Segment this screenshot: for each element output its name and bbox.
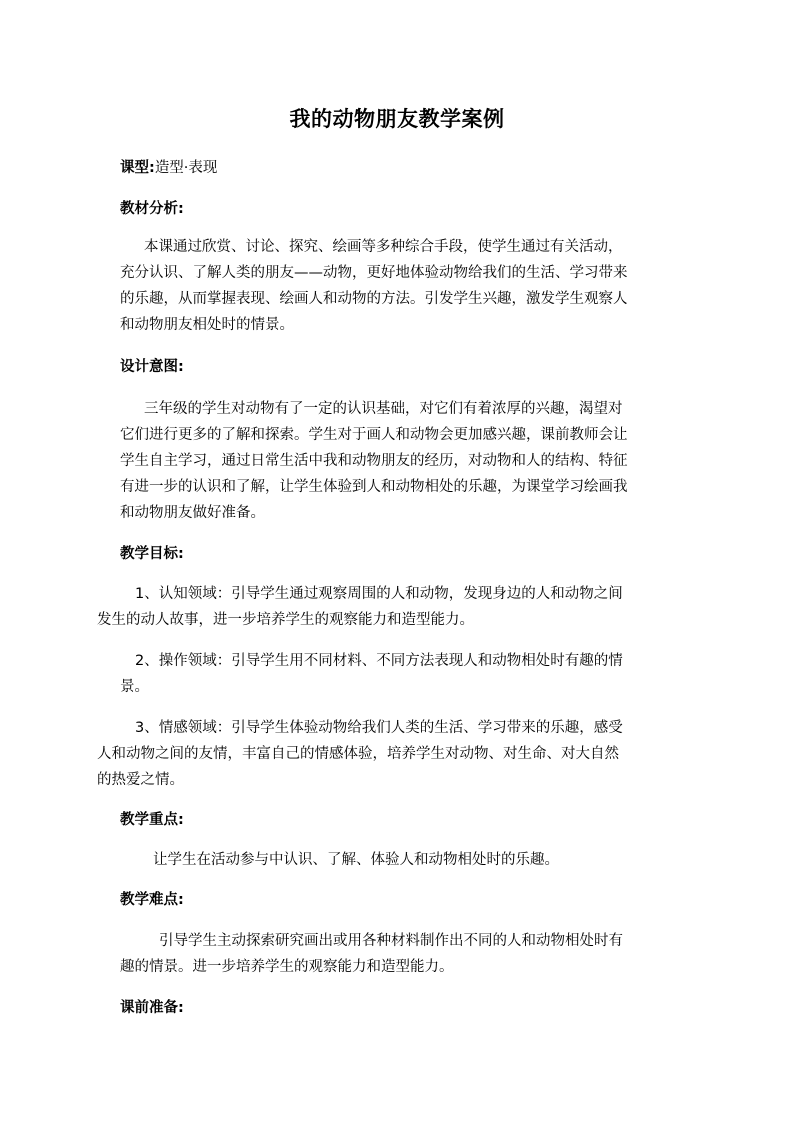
paragraph-line: 发生的动人故事，进一步培养学生的观察能力和造型能力。 xyxy=(97,612,474,628)
material-analysis-heading: 教材分析: xyxy=(120,201,184,217)
teaching-goals-heading: 教学目标: xyxy=(120,546,184,562)
preparation-heading: 课前准备: xyxy=(120,1000,184,1016)
paragraph-line: 有进一步的认识和了解，让学生体验到人和动物相处的乐趣，为课堂学习绘画我 xyxy=(120,479,628,495)
goal-2-paragraph xyxy=(97,648,677,700)
design-intent-paragraph xyxy=(97,396,677,526)
paragraph-line: 引导学生主动探索研究画出或用各种材料制作出不同的人和动物相处时有 xyxy=(159,933,623,949)
key-points-heading: 教学重点: xyxy=(120,812,184,828)
paragraph-line: 2、操作领域：引导学生用不同材料、不同方法表现人和动物相处时有趣的情 xyxy=(135,653,623,669)
paragraph-line: 本课通过欣赏、讨论、探究、绘画等多种综合手段，使学生通过有关活动， xyxy=(144,239,623,255)
course-type-value: 造型·表现 xyxy=(154,160,218,176)
paragraph-line: 让学生在活动参与中认识、了解、体验人和动物相处时的乐趣。 xyxy=(153,852,559,868)
paragraph-line: 趣的情景。进一步培养学生的观察能力和造型能力。 xyxy=(120,959,454,975)
design-intent-heading: 设计意图: xyxy=(120,359,184,375)
paragraph-line: 它们进行更多的了解和探索。学生对于画人和动物会更加感兴趣，课前教师会让 xyxy=(120,427,628,443)
key-points-paragraph xyxy=(97,847,677,873)
course-type-line xyxy=(120,157,217,179)
paragraph-line: 和动物朋友做好准备。 xyxy=(120,505,265,521)
paragraph-line: 学生自主学习，通过日常生活中我和动物朋友的经历，对动物和人的结构、特征 xyxy=(120,453,628,469)
paragraph-line: 和动物朋友相处时的情景。 xyxy=(120,317,294,333)
goal-3-paragraph xyxy=(97,715,677,793)
goal-1-paragraph xyxy=(97,581,677,633)
paragraph-line: 3、情感领域：引导学生体验动物给我们人类的生活、学习带来的乐趣，感受 xyxy=(135,720,623,736)
difficulties-paragraph xyxy=(97,928,677,980)
paragraph-line: 三年级的学生对动物有了一定的认识基础，对它们有着浓厚的兴趣，渴望对 xyxy=(144,401,623,417)
paragraph-line: 景。 xyxy=(120,679,149,695)
paragraph-line: 充分认识、了解人类的朋友——动物，更好地体验动物给我们的生活、学习带来 xyxy=(120,265,628,281)
paragraph-line: 的热爱之情。 xyxy=(97,772,184,788)
paragraph-line: 的乐趣，从而掌握表现、绘画人和动物的方法。引发学生兴趣，激发学生观察人 xyxy=(120,291,628,307)
paragraph-line: 1、认知领域：引导学生通过观察周围的人和动物，发现身边的人和动物之间 xyxy=(135,586,623,602)
material-analysis-paragraph xyxy=(97,234,677,338)
difficulties-heading: 教学难点: xyxy=(120,892,184,908)
course-type-label: 课型: xyxy=(120,160,155,176)
paragraph-line: 人和动物之间的友情，丰富自己的情感体验，培养学生对动物、对生命、对大自然 xyxy=(97,746,619,762)
document-title: 我的动物朋友教学案例 xyxy=(289,107,505,131)
